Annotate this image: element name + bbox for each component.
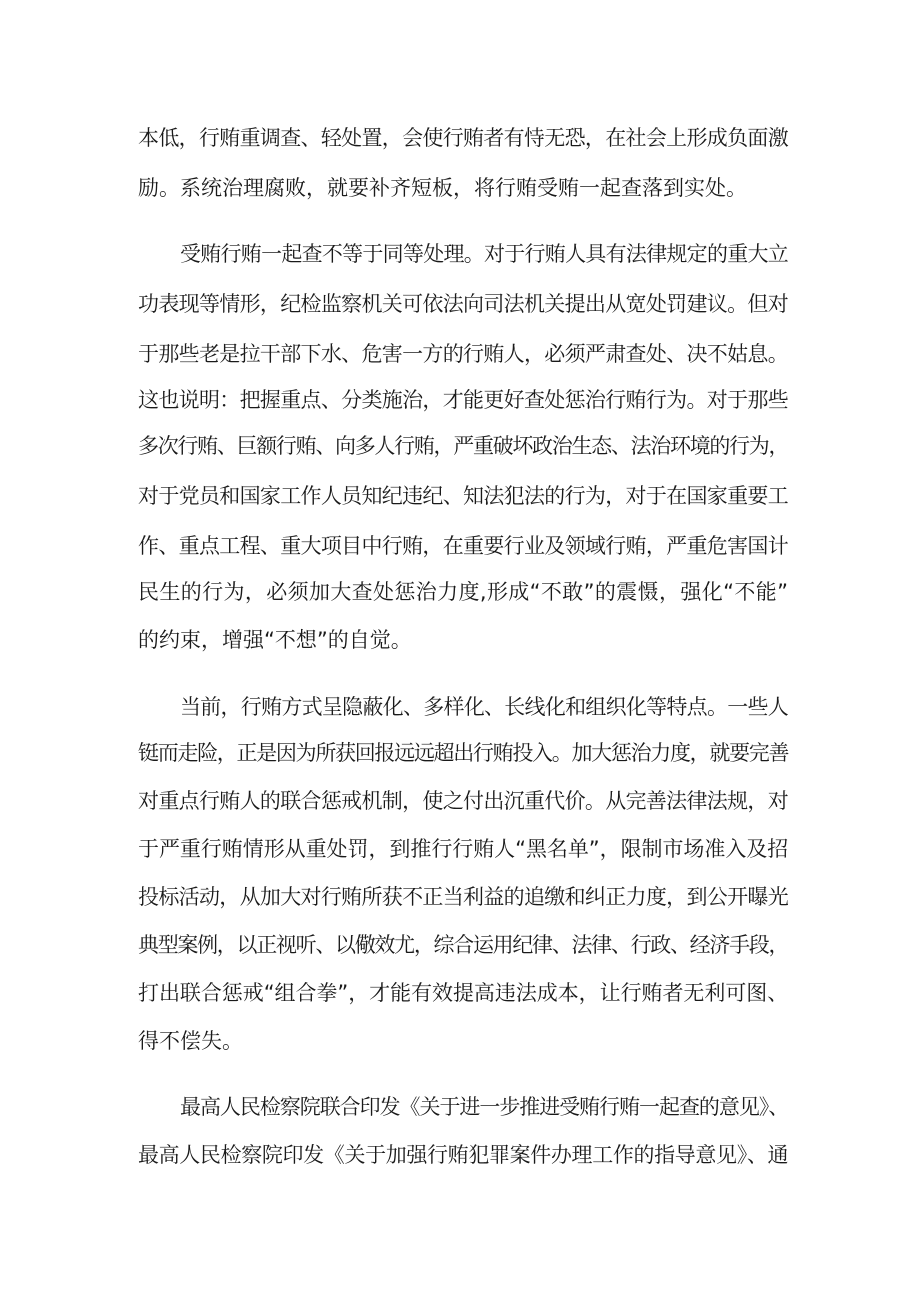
- paragraph-3-line-6: 典型案例，以正视听、以儆效尤，综合运用纪律、法律、行政、经济手段，: [138, 933, 788, 957]
- paragraph-2-line-5: 多次行贿、巨额行贿、向多人行贿，严重破坏政治生态、法治环境的行为，: [138, 434, 788, 458]
- paragraph-3-line-2: 铤而走险，正是因为所获回报远远超出行贿投入。加大惩治力度，就要完善: [138, 741, 788, 765]
- paragraph-2-line-7: 作、重点工程、重大项目中行贿，在重要行业及领域行贿，严重危害国计: [138, 534, 788, 558]
- paragraph-2-line-2: 功表现等情形，纪检监察机关可依法向司法机关提出从宽处罚建议。但对: [138, 292, 788, 316]
- paragraph-4-line-1: 最高人民检察院联合印发《关于进一步推进受贿行贿一起查的意见》、: [180, 1095, 788, 1119]
- paragraph-1-line-2: 励。系统治理腐败，就要补齐短板，将行贿受贿一起查落到实处。: [138, 176, 747, 200]
- paragraph-4-line-2: 最高人民检察院印发《关于加强行贿犯罪案件办理工作的指导意见》、通: [138, 1143, 788, 1167]
- paragraph-3-line-3: 对重点行贿人的联合惩戒机制，使之付出沉重代价。从完善法律法规，对: [138, 789, 788, 813]
- paragraph-3-line-4: 于严重行贿情形从重处罚，到推行行贿人“黑名单”，限制市场准入及招: [138, 837, 788, 861]
- paragraph-1-line-1: 本低，行贿重调查、轻处置，会使行贿者有恃无恐，在社会上形成负面激: [138, 126, 788, 150]
- paragraph-2-line-3: 于那些老是拉干部下水、危害一方的行贿人，必须严肃查处、决不姑息。: [138, 342, 788, 366]
- paragraph-2-line-1: 受贿行贿一起查不等于同等处理。对于行贿人具有法律规定的重大立: [180, 242, 788, 266]
- paragraph-2-line-4: 这也说明：把握重点、分类施治，才能更好查处惩治行贿行为。对于那些: [138, 388, 788, 412]
- paragraph-2-line-6: 对于党员和国家工作人员知纪违纪、知法犯法的行为，对于在国家重要工: [138, 484, 788, 508]
- paragraph-2-line-8: 民生的行为，必须加大查处惩治力度,形成“不敢”的震慑，强化“不能”: [138, 580, 788, 604]
- paragraph-3-line-5: 投标活动，从加大对行贿所获不正当利益的追缴和纠正力度，到公开曝光: [138, 885, 788, 909]
- paragraph-3-line-1: 当前，行贿方式呈隐蔽化、多样化、长线化和组织化等特点。一些人: [180, 695, 788, 719]
- paragraph-2-line-9: 的约束，增强“不想”的自觉。: [138, 628, 412, 652]
- paragraph-3-line-7: 打出联合惩戒“组合拳”，才能有效提高违法成本，让行贿者无利可图、: [138, 981, 788, 1005]
- paragraph-3-line-8: 得不偿失。: [138, 1029, 243, 1053]
